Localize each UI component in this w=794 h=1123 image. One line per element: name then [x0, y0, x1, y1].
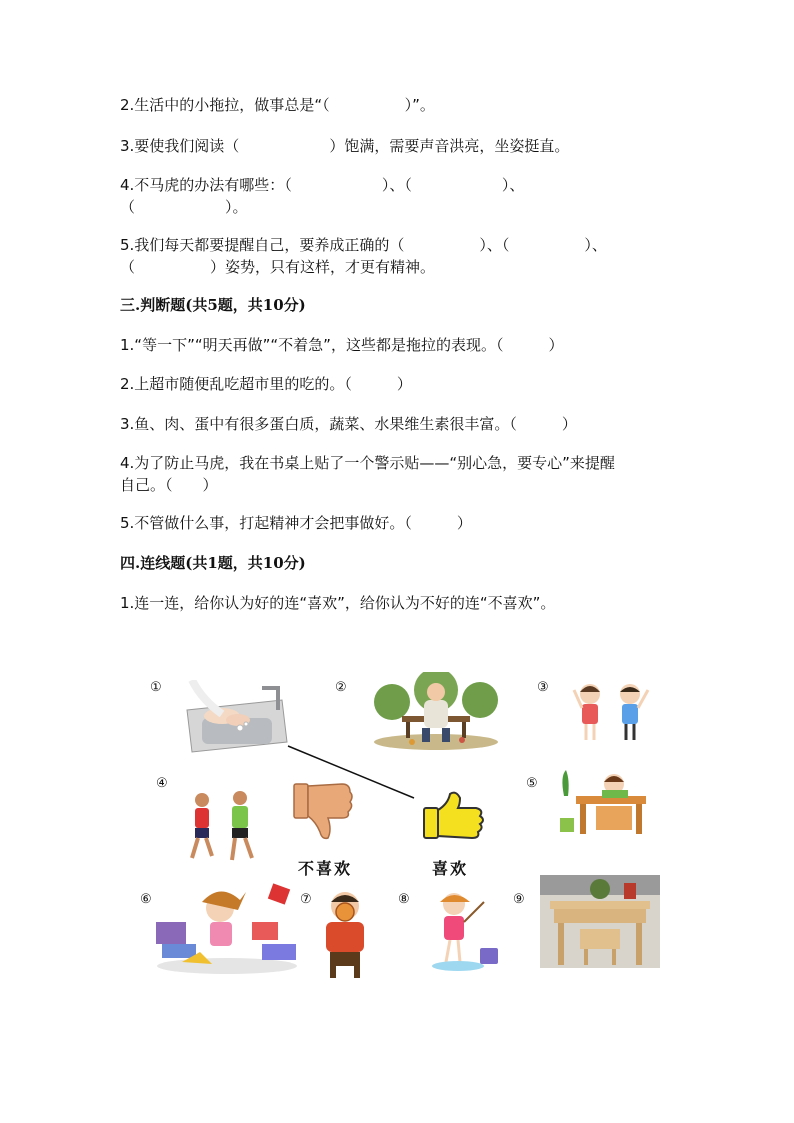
judgement-q1: 1.“等一下”“明天再做”“不着急”，这些都是拖拉的表现。（ ） [120, 336, 564, 354]
judgement-q4-line2: 自己。（ ） [120, 476, 218, 494]
like-caption: 喜欢 [432, 859, 469, 878]
judgement-q5: 5.不管做什么事，打起精神才会把事做好。（ ） [120, 514, 472, 532]
judgement-q2: 2.上超市随便乱吃超市里的吃的。（ ） [120, 375, 412, 393]
label-9: ⑨ [513, 892, 525, 907]
label-7: ⑦ [300, 892, 312, 907]
thumbs-up-icon [420, 790, 488, 842]
label-2: ② [335, 680, 347, 695]
fill-blank-q4-line2: （ ）。 [120, 198, 248, 216]
label-8: ⑧ [398, 892, 410, 907]
fill-blank-q2: 2.生活中的小拖拉，做事总是“（ ）”。 [120, 96, 435, 114]
child-sleeping-at-desk-image [556, 766, 652, 838]
matching-q1: 1.连一连，给你认为好的连“喜欢”，给你认为不好的连“不喜欢”。 [120, 594, 556, 612]
label-4: ④ [156, 776, 168, 791]
wooden-desk-image [540, 875, 660, 968]
fill-blank-q5-line2: （ ）姿势，只有这样，才更有精神。 [120, 258, 436, 276]
fill-blank-q5-line1: 5.我们每天都要提醒自己，要养成正确的（ ）、（ ）、 [120, 236, 607, 254]
section-heading-judgement: 三.判断题(共5题，共10分) [120, 296, 306, 314]
messy-child-image [152, 882, 302, 974]
judgement-q3: 3.鱼、肉、蛋中有很多蛋白质，蔬菜、水果维生素很丰富。（ ） [120, 415, 577, 433]
label-3: ③ [537, 680, 549, 695]
children-saluting-image [568, 680, 654, 744]
child-eating-image [316, 888, 374, 980]
fill-blank-q3: 3.要使我们阅读（ ）饱满，需要声音洪亮，坐姿挺直。 [120, 137, 570, 155]
dislike-caption: 不喜欢 [298, 859, 353, 878]
section-heading-matching: 四.连线题(共1题，共10分) [120, 554, 306, 572]
judgement-q4-line1: 4.为了防止马虎，我在书桌上贴了一个警示贴——“别心急，要专心”来提醒 [120, 454, 615, 472]
washing-hands-image [182, 680, 292, 758]
fill-blank-q4-line1: 4.不马虎的办法有哪些：（ ）、（ ）、 [120, 176, 525, 194]
girl-cleaning-image [428, 888, 504, 972]
label-6: ⑥ [140, 892, 152, 907]
label-5: ⑤ [526, 776, 538, 791]
connection-line [280, 740, 420, 802]
people-running-image [182, 790, 262, 868]
label-1: ① [150, 680, 162, 695]
man-on-bench-image [372, 672, 500, 750]
